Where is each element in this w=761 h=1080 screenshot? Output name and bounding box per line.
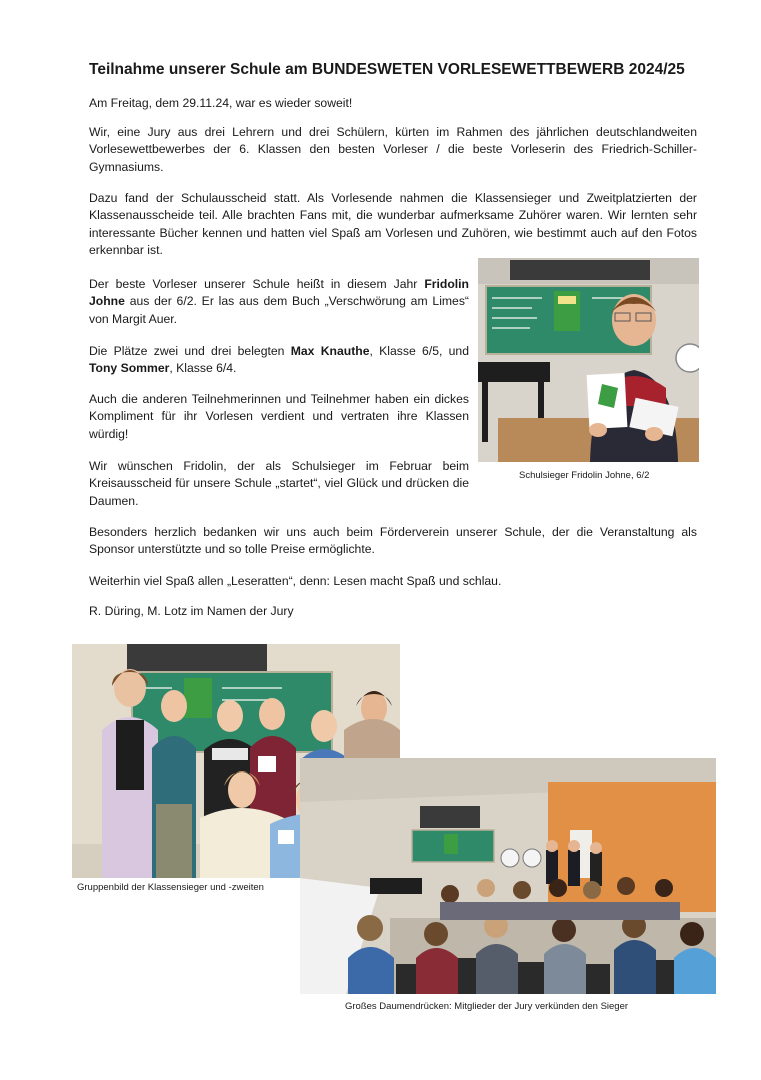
paragraph-compliment: Auch die anderen Teilnehmerinnen und Teilnehmer haben ein dickes Kompliment für ihr Vorlesen verdient und vertraten ihre Klassen würdig! [89, 392, 469, 441]
article-title: Teilnahme unserer Schule am BUNDESWETEN VORLESEWETTBEWERB 2024/25 [89, 61, 685, 78]
audience-caption: Großes Daumendrücken: Mitglieder der Jury verkünden den Sieger [345, 1001, 629, 1012]
paragraph-competition: Dazu fand der Schulausscheid statt. Als Vorlesende nahmen die Klassensieger und Zweitplatzierten der Klassenausscheide teil. Alle brachten Fans mit, die wunderbar aufmerksame Zuhörer waren. Wir lernten sehr interessante Bücher kennen und hatten viel Spaß am Vorlesen und Zuhören, wie bestimmt auch auf den Fotos erkennbar ist. [89, 191, 697, 257]
group-caption: Gruppenbild der Klassensieger und -zweiten [77, 882, 264, 893]
winner-name: Fridolin Johne [89, 277, 469, 309]
paragraph-places: Die Plätze zwei und drei belegten Max Knauthe, Klasse 6/5, und Tony Sommer, Klasse 6/4. [89, 344, 469, 376]
winner-photo [478, 258, 699, 462]
third-place-name: Tony Sommer [89, 361, 170, 376]
paragraph-signature: R. Düring, M. Lotz im Namen der Jury [89, 604, 294, 618]
second-place-name: Max Knauthe [290, 344, 370, 358]
paragraph-wishes: Wir wünschen Fridolin, der als Schulsieger im Februar beim Kreisausscheid für unsere Schule „startet“, viel Glück und drücken die Daumen. [89, 459, 469, 508]
audience-photo [300, 758, 716, 994]
paragraph-thanks: Besonders herzlich bedanken wir uns auch beim Förderverein unserer Schule, der die Veranstaltung als Sponsor unterstützte und so tolle Preise ermöglichte. [89, 525, 697, 557]
winner-caption: Schulsieger Fridolin Johne, 6/2 [519, 470, 650, 481]
paragraph-jury: Wir, eine Jury aus drei Lehrern und drei Schülern, kürten im Rahmen des jährlichen deutschlandweiten Vorlesewettbewerbes der 6. Klassen den besten Vorleser / die beste Vorleserin des Friedrich-Schiller-Gymnasiums. [89, 125, 697, 174]
paragraph-closing: Weiterhin viel Spaß allen „Leseratten“, denn: Lesen macht Spaß und schlau. [89, 574, 502, 588]
paragraph-date: Am Freitag, dem 29.11.24, war es wieder soweit! [89, 96, 353, 110]
paragraph-winner: Der beste Vorleser unserer Schule heißt in diesem Jahr Fridolin Johne aus der 6/2. Er las aus dem Buch „Verschwörung am Limes“ von Margit Auer. [89, 277, 469, 326]
